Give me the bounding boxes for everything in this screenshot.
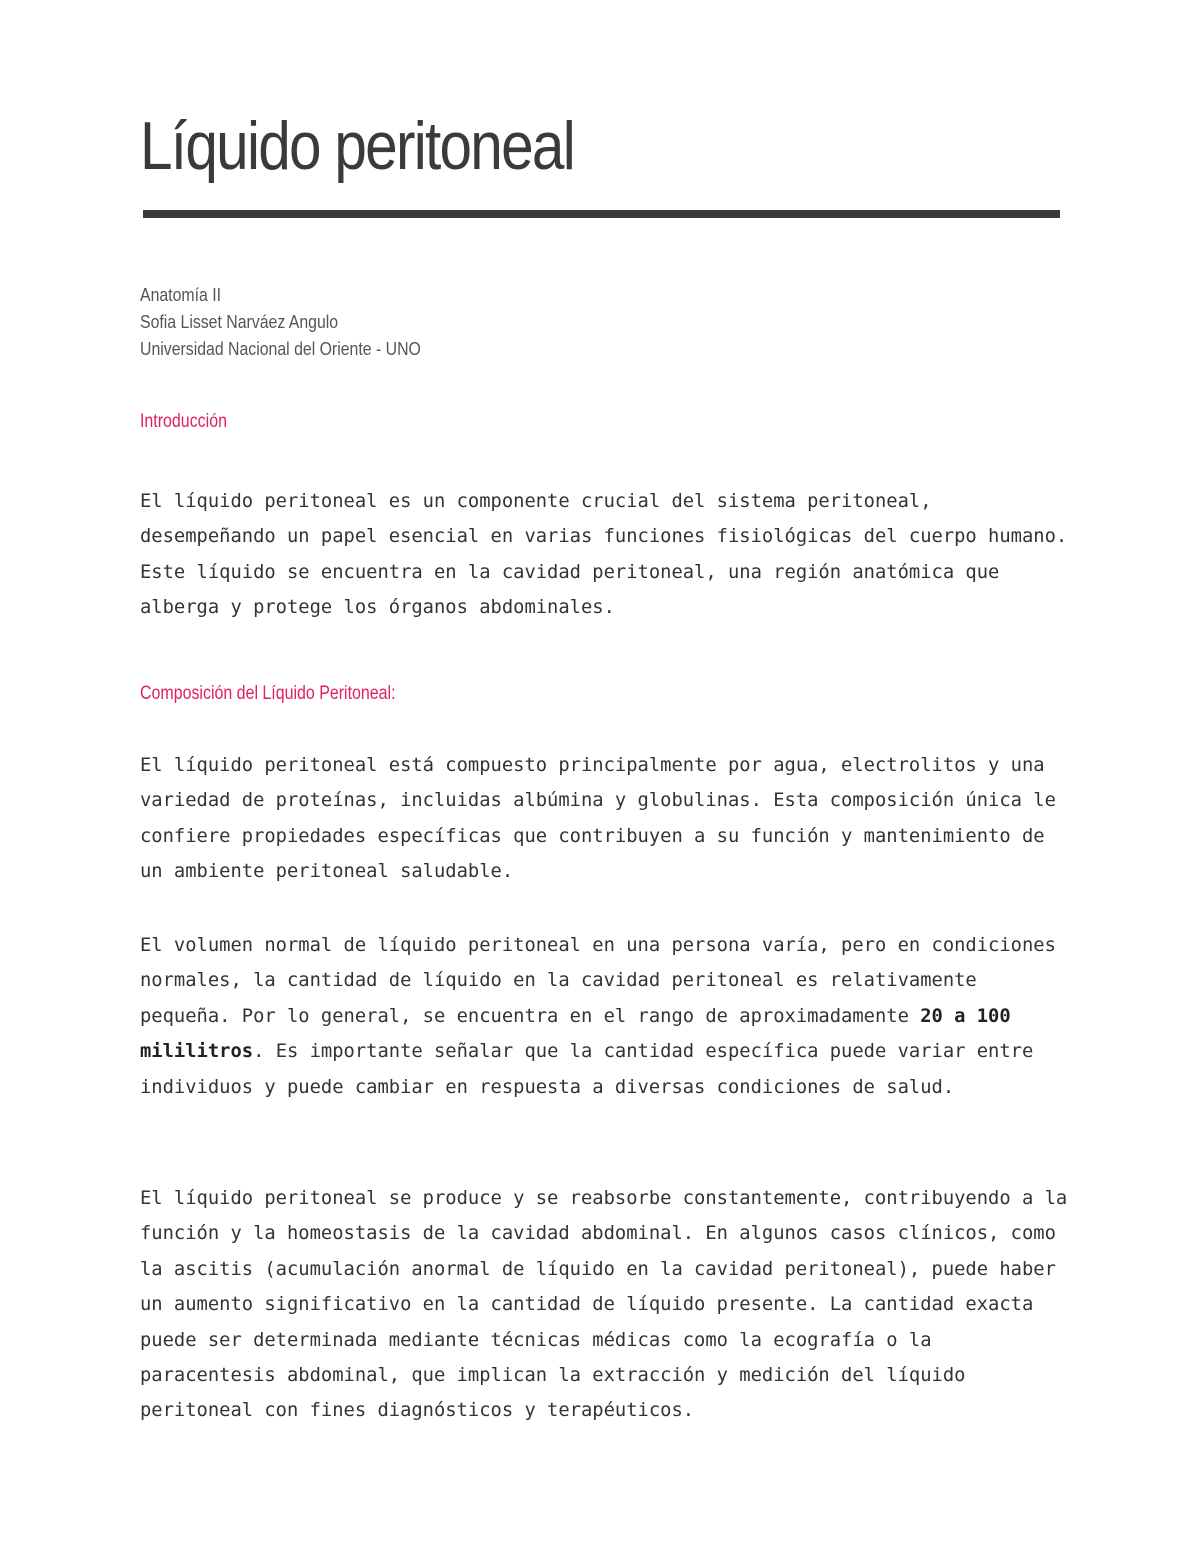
composition-paragraph-1: El líquido peritoneal está compuesto principalmente por agua, electrolitos y una variedad de proteínas, incluidas albúmina y globulinas. Esta composición única le confiere propiedades específicas que contribuyen a su función y mantenimiento de un ambiente peritoneal saludable. <box>140 755 1056 883</box>
course-name: Anatomía II <box>140 285 222 305</box>
composition-paragraph-2 <box>140 928 1070 1105</box>
university-name: Universidad Nacional del Oriente - UNO <box>140 339 421 359</box>
author-name: Sofia Lisset Narváez Angulo <box>140 312 339 332</box>
document-title: Líquido peritoneal <box>140 108 575 184</box>
document-meta <box>140 282 459 363</box>
title-divider <box>143 210 1060 218</box>
volume-range-bold: 20 a 100 mililitros <box>140 1005 1011 1063</box>
section-heading-introduccion: Introducción <box>140 411 227 432</box>
section-heading-composicion: Composición del Líquido Peritoneal: <box>140 683 396 704</box>
intro-paragraph: El líquido peritoneal es un componente crucial del sistema peritoneal, desempeñando un papel esencial en varias funciones fisiológicas del cuerpo humano. Este líquido se encuentra en la cavidad peritoneal, una región anatómica que alberga y protege los órganos abdominales. <box>140 491 1068 619</box>
volume-text-before: El volumen normal de líquido peritoneal en una persona varía, pero en condiciones normales, la cantidad de líquido en la cavidad peritoneal es relativamente pequeña. Por lo general, se encuentra en el rango de aproximadamente <box>140 935 1056 1027</box>
volume-text-after: . Es importante señalar que la cantidad específica puede variar entre individuos y puede cambiar en respuesta a diversas condiciones de salud. <box>140 1041 1034 1098</box>
composition-paragraph-3: El líquido peritoneal se produce y se reabsorbe constantemente, contribuyendo a la función y la homeostasis de la cavidad abdominal. En algunos casos clínicos, como la ascitis (acumulación anormal de líquido en la cavidad peritoneal), puede haber un aumento significativo en la cantidad de líquido presente. La cantidad exacta puede ser determinada mediante técnicas médicas como la ecografía o la paracentesis abdominal, que implican la extracción y medición del líquido peritoneal con fines diagnósticos y terapéuticos. <box>140 1188 1068 1422</box>
